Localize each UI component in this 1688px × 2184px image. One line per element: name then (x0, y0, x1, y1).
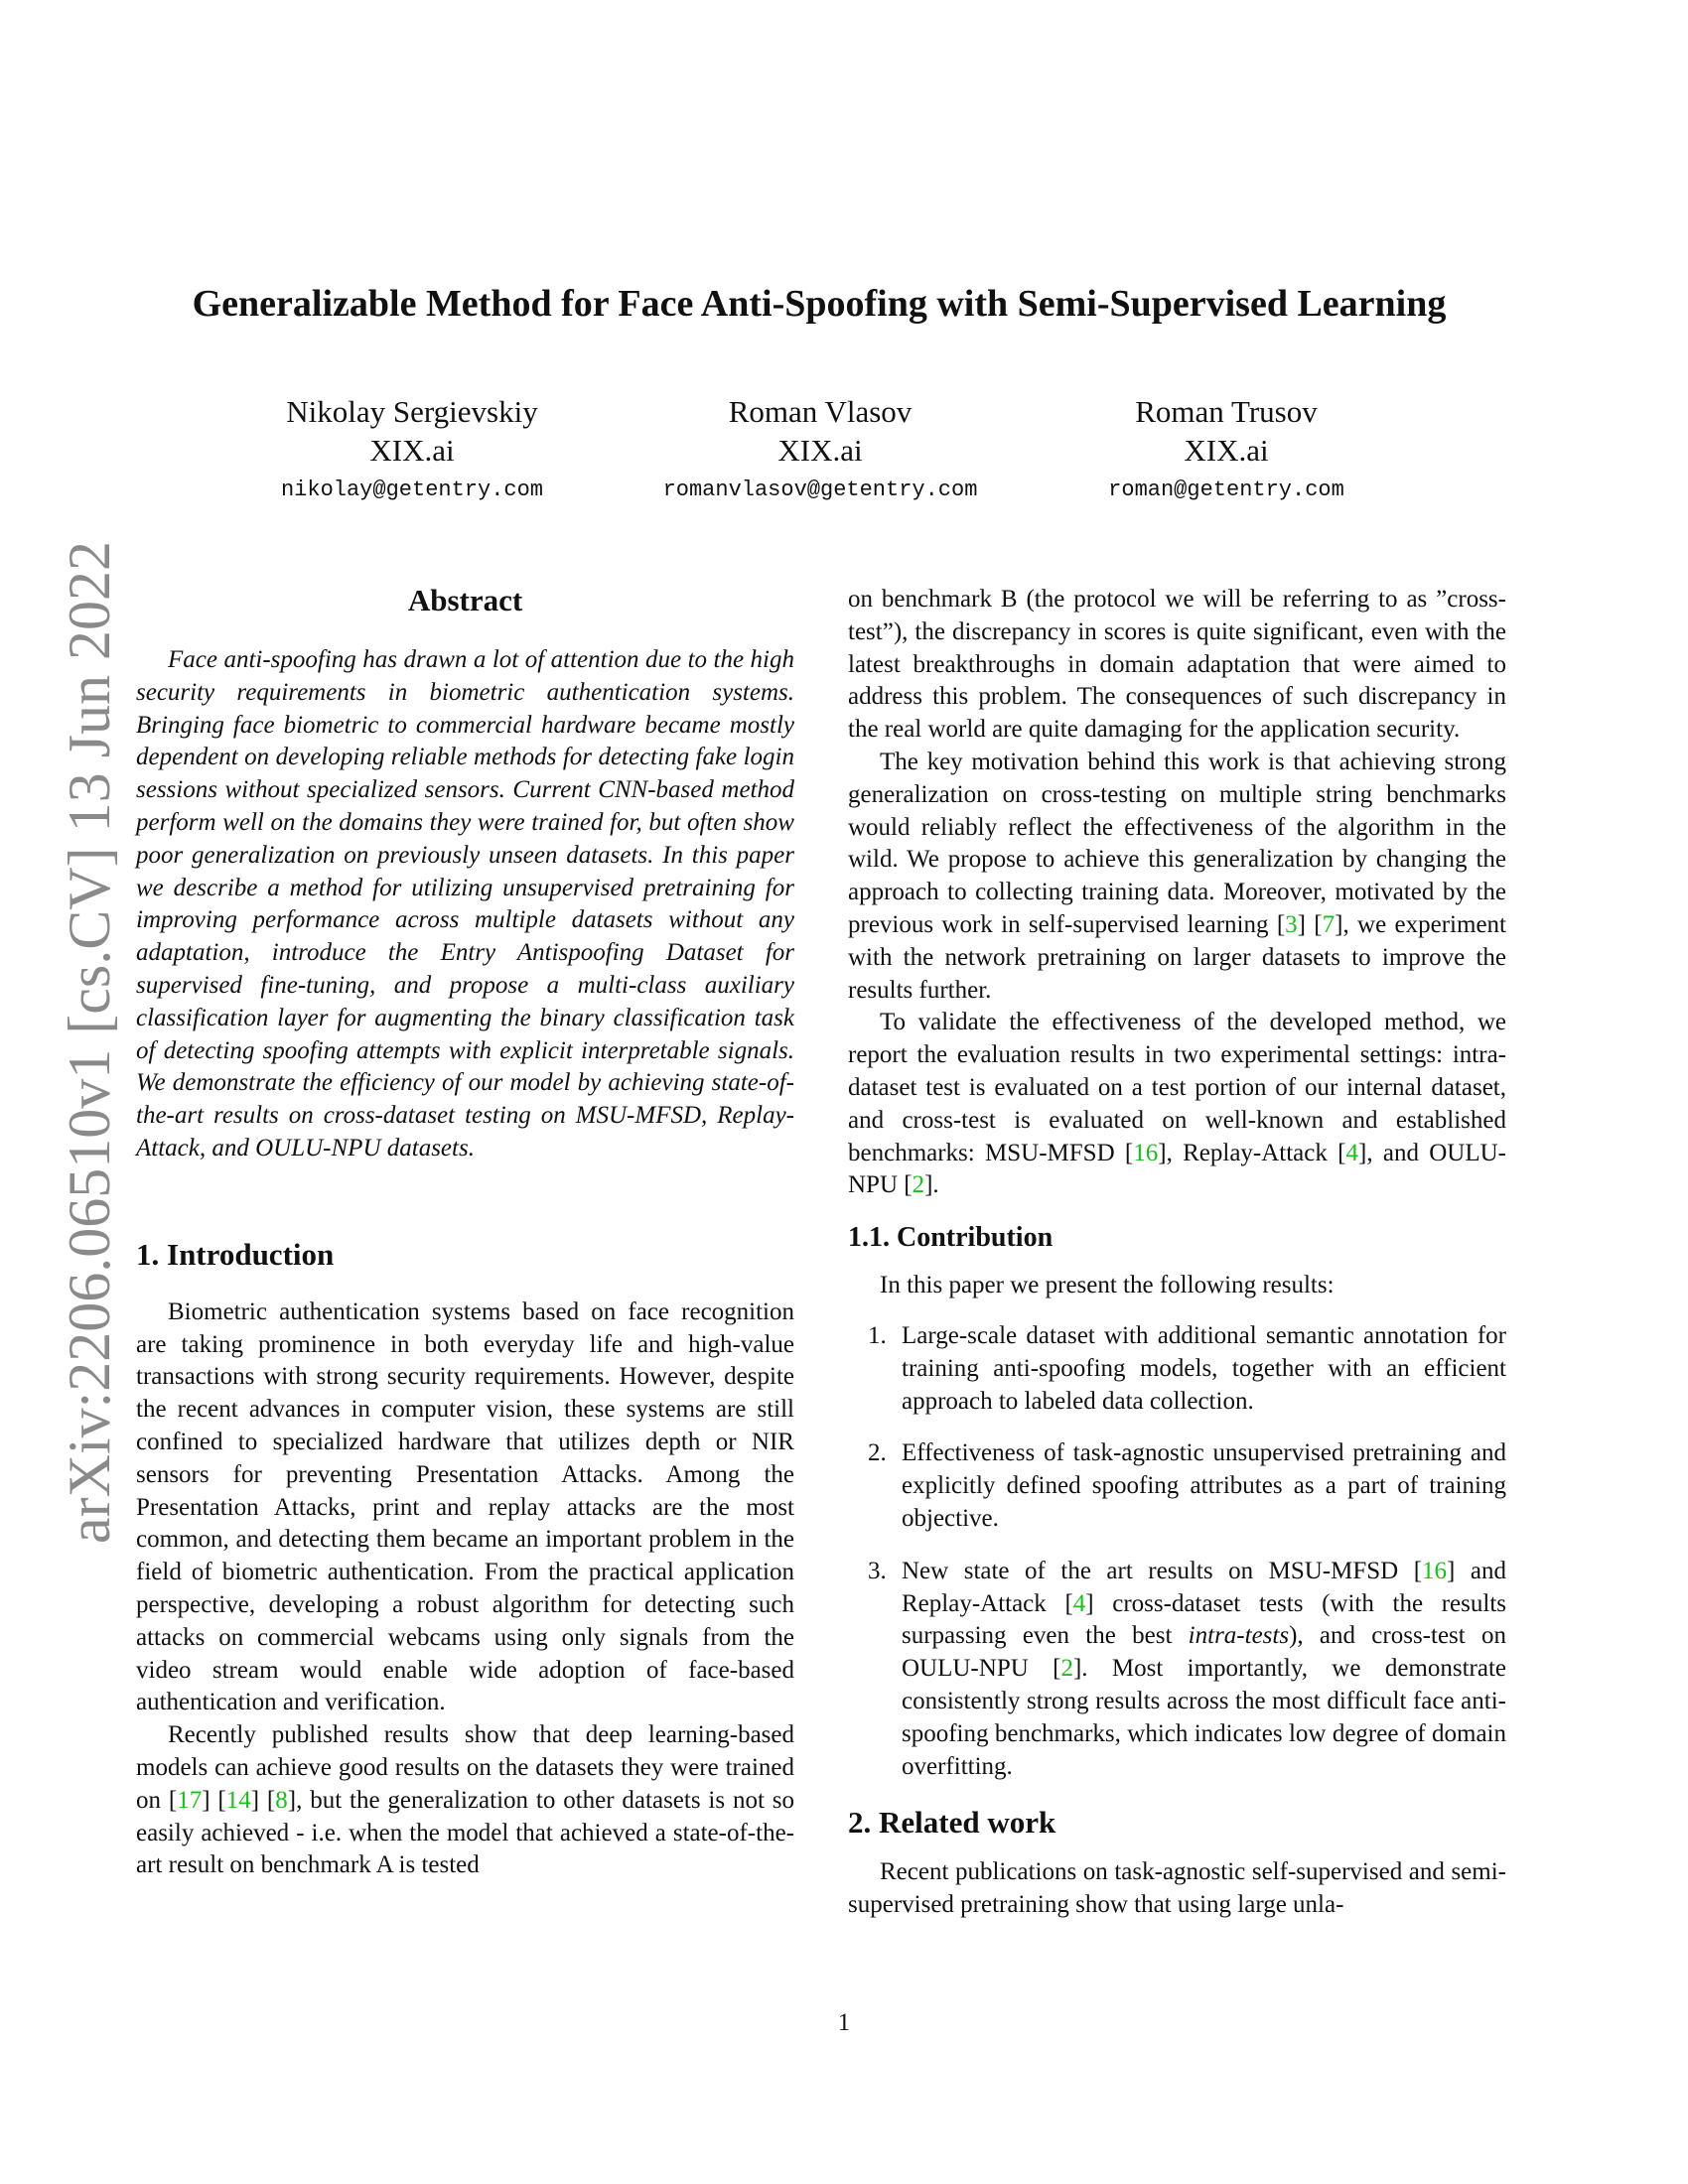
citation-link[interactable]: 14 (225, 1786, 251, 1814)
text-span: Large-scale dataset with additional semantic annotation for training anti-spoofing models, together with an efficient approach to labeled data collection. (902, 1321, 1506, 1415)
text-span: New state of the art results on MSU-MFSD (902, 1557, 1414, 1584)
citation-link[interactable]: 16 (1422, 1557, 1448, 1584)
author-block (1028, 392, 1425, 507)
author-name: Roman Trusov (1135, 394, 1318, 429)
citation-link[interactable]: 17 (177, 1786, 203, 1814)
abstract-heading: Abstract (407, 583, 523, 617)
list-item (848, 1320, 1506, 1418)
text-span: The key motivation behind this work is that achieving strong generalization on cross-testing on multiple string benchmarks would reliably reflect the effectiveness of the algorithm in the wild. We propose to achieve this generalization by changing the approach to collecting training data. Moreover, motivated by the previous work in self-supervised learning (848, 748, 1506, 938)
intro-paragraph: Recently published results show that deep learning-based models can achieve good results on the datasets they were trained on [17] [14] [8], but the generalization to other datasets is not so easily achieved - i.e. when the model that achieved a state-of-the-art result on benchmark A is tested (136, 1721, 795, 1879)
citation-link[interactable]: 16 (1133, 1139, 1159, 1166)
author-affiliation: XIX.ai (1184, 433, 1269, 468)
left-column (136, 581, 794, 1882)
text-span: Recently published results show that deep learning-based models can achieve good results on the datasets they were trained on (136, 1721, 794, 1814)
citation-link[interactable]: 2 (1060, 1655, 1073, 1683)
author-email: roman@getentry.com (1108, 478, 1344, 502)
intro-paragraph: Biometric authentication systems based on face recognition are taking prominence in both everyday life and high-value transactions with strong security requirements. However, despite the recent advances in computer vision, these systems are still confined to specialized hardware that utilizes depth or NIR sensors for preventing Presentation Attacks. Among the Presentation Attacks, print and replay attacks are the most common, and detecting them became an important problem in the field of biometric authentication. From the practical application perspective, developing a robust algorithm for detecting such attacks on commercial webcams using only signals from the video stream would enable wide adoption of face-based authentication and verification. (136, 1297, 794, 1716)
citation-link[interactable]: 4 (1072, 1589, 1086, 1617)
text-span: Effectiveness of task-agnostic unsupervised pretraining and explicitly defined spoofing attributes as a part of training objective. (902, 1439, 1506, 1532)
section-heading-introduction: 1. Introduction (136, 1236, 335, 1272)
list-number: 1. (868, 1321, 887, 1349)
text-span: ), and cross-test on OULU-NPU (902, 1622, 1507, 1683)
text-span: , Replay-Attack (1166, 1139, 1338, 1166)
paper-title: Generalizable Method for Face Anti-Spoofing with Semi-Supervised Learning (192, 283, 1447, 325)
text-span: , and OULU-NPU (848, 1139, 1507, 1199)
list-number: 3. (868, 1557, 887, 1584)
author-block (213, 392, 611, 507)
citation-link[interactable]: 3 (1285, 910, 1298, 938)
body-paragraph: In this paper we present the following results: (880, 1272, 1335, 1299)
contribution-list (848, 1320, 1506, 1783)
text-span: . Most importantly, we demonstrate consistently strong results across the most difficult face anti-spoofing benchmarks, which indicates low degree of domain overfitting. (902, 1655, 1506, 1780)
emphasis-text: intra-tests (1188, 1622, 1290, 1650)
body-paragraph: on benchmark B (the protocol we will be referring to as ”cross-test”), the discrepancy in scores is quite significant, even with the latest breakthroughs in domain adaptation that were aimed to address this problem. The consequences of such discrepancy in the real world are quite damaging for the application security. (848, 586, 1506, 744)
list-item (848, 1437, 1506, 1535)
text-span: , but the generalization to other datasets is not so easily achieved - i.e. when the model that achieved a state-of-the-art result on benchmark A is tested (136, 1786, 795, 1879)
citation-link[interactable]: 8 (275, 1786, 288, 1814)
body-paragraph: To validate the effectiveness of the developed method, we report the evaluation results in two experimental settings: intra-dataset test is evaluated on a test portion of our internal dataset, and cross-test is evaluated on well-known and established benchmarks: MSU-MFSD [16], Replay-Attack [4], and OULU-NPU [2]. (848, 1009, 1507, 1199)
text-span: , we experiment with the network pretraining on larger datasets to improve the results further. (848, 910, 1506, 1004)
text-span: cross-dataset tests (with the results surpassing even the best (902, 1589, 1506, 1650)
citation-link[interactable]: 2 (912, 1171, 925, 1199)
abstract-body (136, 644, 794, 1165)
list-item: 3. New state of the art results on MSU-MFSD [16] and Replay-Attack [4] cross-dataset tests (with the results surpassing even the best intra-tests), and cross-test on OULU-NPU [2]. Most importantly, we demonstrate consistently strong results across the most difficult face anti-spoofing benchmarks, which indicates low degree of domain overfitting. (868, 1557, 1507, 1780)
author-affiliation: XIX.ai (777, 433, 863, 468)
body-paragraph: The key motivation behind this work is that achieving strong generalization on cross-testing on multiple string benchmarks would reliably reflect the effectiveness of the algorithm in the wild. We propose to achieve this generalization by changing the approach to collecting training data. Moreover, motivated by the previous work in self-supervised learning [3] [7], we experiment with the network pretraining on larger datasets to improve the results further. (848, 748, 1506, 1004)
arxiv-identifier: arXiv:2206.06510v1 [cs.CV] 13 Jun 2022 (57, 541, 122, 1544)
text-span: and Replay-Attack (902, 1557, 1506, 1617)
subsection-heading-contribution: 1.1. Contribution (848, 1222, 1054, 1254)
author-email: romanvlasov@getentry.com (662, 478, 978, 502)
author-name: Nikolay Sergievskiy (286, 394, 538, 429)
list-number: 2. (868, 1439, 887, 1467)
body-paragraph: Recent publications on task-agnostic self-supervised and semi-supervised pretraining show that using large unla- (848, 1858, 1506, 1919)
text-span: To validate the effectiveness of the developed method, we report the evaluation results in two experimental settings: intra-dataset test is evaluated on a test portion of our internal dataset, and cross-test is evaluated on well-known and established benchmarks: MSU-MFSD (848, 1009, 1506, 1166)
author-name: Roman Vlasov (728, 394, 913, 429)
right-column (848, 584, 1506, 1922)
author-email: nikolay@getentry.com (280, 478, 544, 502)
abstract-paragraph: Face anti-spoofing has drawn a lot of attention due to the high security requirements in biometric authentication systems. Bringing face biometric to commercial hardware became mostly dependent on developing reliable methods for detecting fake login sessions without specialized sensors. Current CNN-based method perform well on the domains they were trained for, but often show poor generalization on previously unseen datasets. In this paper we describe a method for utilizing unsupervised pretraining for improving performance across multiple datasets without any adaptation, introduce the Entry Antispoofing Dataset for supervised fine-tuning, and propose a multi-class auxiliary classification layer for augmenting the binary classification task of detecting spoofing attempts with explicit interpretable signals. We demonstrate the efficiency of our model by achieving state-of-the-art results on cross-dataset testing on MSU-MFSD, Replay-Attack, and OULU-NPU datasets. (136, 646, 794, 1161)
citation-link[interactable]: 4 (1345, 1139, 1358, 1166)
page-number: 1 (837, 2009, 851, 2036)
section-heading-related-work: 2. Related work (848, 1805, 1056, 1841)
author-block (622, 392, 1019, 507)
text-span: . (932, 1171, 939, 1199)
author-affiliation: XIX.ai (369, 433, 455, 468)
citation-link[interactable]: 7 (1322, 910, 1336, 938)
